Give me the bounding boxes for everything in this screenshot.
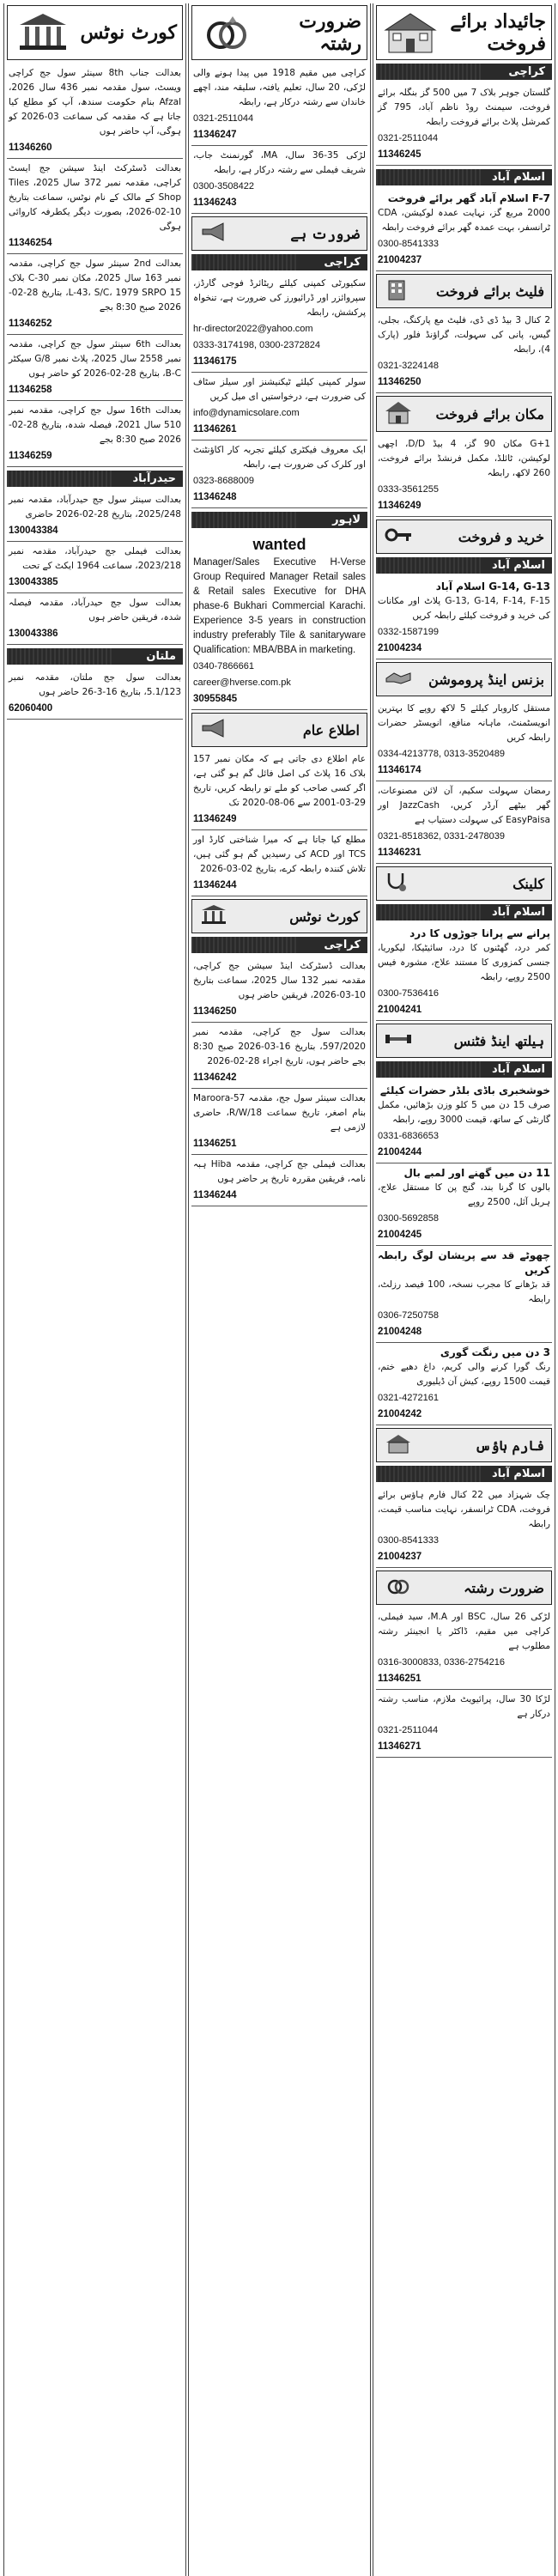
- classified-ad: G-14, G-13 اسلام آباد G-13, G-14, F-14, F-15 پلاٹ اور مکانات کی خرید و فروخت کیلئے رابطہ کریں 0332-1587199 21004234: [376, 577, 552, 659]
- classified-ad: بعدالت سول جج حیدرآباد، مقدمہ فیصلہ شدہ، فریقین حاضر ہوں 130043386: [7, 593, 183, 645]
- column-matrimonial-jobs: [188, 3, 371, 2576]
- classified-ad: بعدالت ڈسٹرکٹ اینڈ سیشن جج ایسٹ کراچی، مقدمہ نمبر 372 سال 2025، Tiles Shop کے مالک کے نام نوٹس، سماعت بتاریخ 10-02-2026، بصورت دیگر یکطرفہ کاروائی ہوگی 11346254: [7, 159, 183, 254]
- subsection-header: ہیلتھ اینڈ فٹنس: [376, 1024, 552, 1058]
- farm-icon: [384, 1432, 413, 1458]
- classified-ad: 2 کنال 3 بیڈ ڈی ڈی، فلیٹ مع پارکنگ، بجلی، گیس، پانی کی سہولت، گراؤنڈ فلور (پارک 4)، رابطہ 0321-3224148 11346250: [376, 311, 552, 393]
- classified-ad: بعدالت سول جج کراچی، مقدمہ نمبر 597/2020، بتاریخ 16-03-2026 صبح 8:30 بجے حاضر ہوں، تاریخ اجراء 28-02-2026 11346242: [191, 1023, 367, 1089]
- classified-ad: بعدالت 16th سول جج کراچی، مقدمہ نمبر 510 سال 2021، فیصلہ شدہ، بتاریخ 28-02-2026 صبح 8:30 بجے 11346259: [7, 401, 183, 467]
- classified-ad: گلستان جوہر بلاک 7 میں 500 گز بنگلہ برائے فروخت، سیمنٹ روڈ ناظم آباد، 795 گز کمرشل پلاٹ برائے فروخت رابطہ 0321-2511044 11346245: [376, 83, 552, 166]
- ad-ref: 21004237: [378, 255, 422, 265]
- section-header-matrimonial: ضرورت رشتہ: [191, 5, 367, 60]
- section-title: جائیداد برائے فروخت: [450, 10, 546, 55]
- city-label: اسلام آباد: [376, 1061, 552, 1078]
- classified-ad: عام اطلاع دی جاتی ہے کہ مکان نمبر 157 بلاک 16 پلاٹ کی اصل فائل گم ہو گئی ہے، اگر کسی صاحب کو ملے تو رابطہ کریں، تاریخ 29-03-2001 سے 06-08-2020 تک 11346249: [191, 750, 367, 830]
- classified-ad: رمضان سہولت سکیم، آن لائن مصنوعات، گھر بیٹھے آرڈر کریں، JazzCash اور EasyPaisa کی سہولت دستیاب ہے 0321-8518362, 0331-2478039 11346231: [376, 781, 552, 864]
- ad-ref: 11346245: [378, 149, 422, 160]
- city-label: حیدرآباد: [7, 471, 183, 487]
- column-court-notices: [3, 3, 186, 2576]
- court-icon: [13, 9, 73, 56]
- court-icon: [199, 903, 228, 929]
- classified-ad: کراچی میں مقیم 1918 میں پیدا ہونے والی لڑکی، 20 سال، تعلیم یافتہ، سلیقہ مند، اچھے خاندان سے رشتہ درکار ہے، رابطہ 0321-2511044 11346247: [191, 64, 367, 146]
- city-label: کراچی: [191, 254, 367, 270]
- subsection-header: فلیٹ برائے فروخت: [376, 274, 552, 308]
- column-property: [373, 3, 555, 2576]
- city-label: اسلام آباد: [376, 904, 552, 920]
- building-icon: [384, 278, 409, 304]
- classified-ad: لڑکا 30 سال، پرائیویٹ ملازم، مناسب رشتہ درکار ہے 0321-2511044 11346271: [376, 1690, 552, 1758]
- section-header-property: [376, 5, 552, 60]
- subsection-header: ضرورت ہے: [191, 216, 367, 251]
- classified-ad: بعدالت فیملی جج کراچی، مقدمہ Hiba ہبہ نامہ، فریقین مقررہ تاریخ پر حاضر ہوں 11346244: [191, 1155, 367, 1206]
- classified-ad: ایک معروف فیکٹری کیلئے تجربہ کار اکاؤنٹنٹ اور کلرک کی ضرورت ہے، رابطہ 0323-8688009 11346248: [191, 440, 367, 508]
- classified-ad: پرانے سے پرانا جوڑوں کا درد کمر درد، گھٹنوں کا درد، سائیٹیکا، لیکوریا، جنسی کمزوری کا مستند علاج، مشورہ فیس 2500 روپے، رابطہ 0300-7536416 21004241: [376, 924, 552, 1021]
- ad-phone: 0321-2511044: [378, 133, 439, 143]
- classified-ad: لڑکی 35-36 سال، MA، گورنمنٹ جاب، شریف فیملی سے رشتہ درکار ہے، رابطہ 0300-3508422 11346243: [191, 146, 367, 214]
- subsection-header: مکان برائے فروخت: [376, 396, 552, 432]
- classified-ad: مستقل کاروبار کیلئے 5 لاکھ روپے کا بہترین انویسٹمنٹ، ماہانہ منافع، انویسٹر حضرات رابطہ کریں 0334-4213778, 0313-3520489 11346174: [376, 699, 552, 781]
- city-label: اسلام آباد: [376, 1466, 552, 1482]
- subsection-header: کورٹ نوٹس: [191, 899, 367, 933]
- subsection-header: فارم ہاؤس: [376, 1428, 552, 1462]
- city-label: کراچی: [376, 64, 552, 80]
- city-label: لاہور: [191, 512, 367, 528]
- subsection-header: خرید و فروخت: [376, 519, 552, 554]
- city-label: ملتان: [7, 648, 183, 665]
- rings-icon: [197, 9, 255, 56]
- handshake-icon: [384, 666, 413, 692]
- key-icon: [384, 524, 413, 550]
- classified-ad: بعدالت جناب 8th سینئر سول جج کراچی ویسٹ، سول مقدمہ نمبر 436 سال 2026، Afzal بنام حکومت سندھ، آپ کو مطلع کیا جاتا ہے کہ مقدمہ کی سماعت 03-2026 کو ہوگی، آپ حاضر ہوں 11346260: [7, 64, 183, 159]
- megaphone-icon: [199, 221, 228, 246]
- classified-ad: چھوٹے قد سے پریشان لوگ رابطہ کریں قد بڑھانے کا مجرب نسخہ، 100 فیصد رزلٹ، رابطہ 0306-7250758 21004248: [376, 1246, 552, 1343]
- classified-ad: بعدالت سینئر سول جج حیدرآباد، مقدمہ نمبر 2025/248، بتاریخ 28-02-2026 حاضری 130043384: [7, 490, 183, 542]
- classified-ad: سکیورٹی کمپنی کیلئے ریٹائرڈ فوجی گارڈز، سپروائزر اور ڈرائیورز کی ضرورت ہے، تنخواہ پرکشش، رابطہ hr-director2022@yahoo.com 0333-3174198, 0300-2372824 11346175: [191, 274, 367, 373]
- classified-ad: بعدالت سینئر سول جج، مقدمہ Maroora-57 بنام اصغر، تاریخ سماعت 18/R/W، حاضری لازمی ہے 11346251: [191, 1089, 367, 1155]
- city-label: کراچی: [191, 937, 367, 953]
- house-icon: [384, 400, 413, 428]
- classified-ad: بعدالت ڈسٹرکٹ اینڈ سیشن جج کراچی، مقدمہ نمبر 132 سال 2025، سماعت بتاریخ 10-03-2026، فریقین حاضر ہوں 11346250: [191, 957, 367, 1023]
- subsection-header: بزنس اینڈ پروموشن: [376, 662, 552, 696]
- city-label: اسلام آباد: [376, 557, 552, 574]
- classified-ad: بعدالت 6th سینئر سول جج کراچی، مقدمہ نمبر 2558 سال 2025، پلاٹ نمبر 8/G سیکٹر B-C، بتاریخ 28-02-2026 کو حاضر ہوں 11346258: [7, 335, 183, 401]
- classified-ad: بعدالت سول جج ملتان، مقدمہ نمبر 5.1/123، بتاریخ 16-3-26 حاضر ہوں 62060400: [7, 668, 183, 720]
- classified-ad: G+1 مکان 90 گز، 4 بیڈ D/D، اچھی لوکیشن، ٹائلڈ، مکمل فرنشڈ برائے فروخت، 260 لاکھ، رابطہ 0333-3561255 11346249: [376, 434, 552, 517]
- stethoscope-icon: [384, 871, 409, 896]
- city-label: اسلام آباد: [376, 169, 552, 185]
- fitness-icon: [384, 1028, 413, 1054]
- classified-ad: مطلع کیا جاتا ہے کہ میرا شناختی کارڈ اور TCS اور ACD کی رسیدیں گم ہو گئی ہیں، تلاش کنندہ رابطہ کرے، بتاریخ 02-03-2026 11346244: [191, 830, 367, 896]
- classified-ad: بعدالت فیملی جج حیدرآباد، مقدمہ نمبر 2023/218، سماعت 1964 ایکٹ کے تحت 130043385: [7, 542, 183, 593]
- classified-ad: 11 دن میں گھنے اور لمبے بال بالوں کا گرنا بند، گنج پن کا مستقل علاج، ہربل آئل، 2500 روپے 0300-5692858 21004245: [376, 1163, 552, 1246]
- classified-ad: F-7 اسلام آباد گھر برائے فروخت 2000 مربع گز، نہایت عمدہ لوکیشن، CDA ٹرانسفر، بہت عمدہ گھر برائے فروخت رابطہ 0300-8541333 21004237: [376, 189, 552, 271]
- classified-ad: بعدالت 2nd سینئر سول جج کراچی، مقدمہ نمبر 163 سال 2025، مکان نمبر C-30 بلاک L-43، S/C، 1979 SRPO 15، بتاریخ 28-02-2026 صبح 8:30 بجے 11346252: [7, 254, 183, 335]
- classified-ad: سولر کمپنی کیلئے ٹیکنیشنز اور سیلز سٹاف کی ضرورت ہے، درخواستیں ای میل کریں info@dynamicsolare.com 11346261: [191, 373, 367, 440]
- subsection-header: اطلاع عام: [191, 713, 367, 747]
- classified-ad: لڑکی 26 سال، BSC اور M.A، سید فیملی، کراچی میں مقیم، ڈاکٹر یا انجینئر رشتہ مطلوب ہے 0316-3000833, 0336-2754216 11346251: [376, 1607, 552, 1690]
- classified-ad: چک شہزاد میں 22 کنال فارم ہاؤس برائے فروخت، CDA ٹرانسفر، نہایت مناسب قیمت، رابطہ 0300-8541333 21004237: [376, 1485, 552, 1568]
- classified-ad: 3 دن میں رنگت گوری رنگ گورا کرنے والی کریم، داغ دھبے ختم، قیمت 1500 روپے، کیش آن ڈیلیوری 0321-4272161 21004242: [376, 1343, 552, 1425]
- classified-ad: خوشخبری باڈی بلڈر حضرات کیلئے صرف 15 دن میں 5 کلو وزن بڑھائیں، مکمل گارنٹی کے ساتھ، قیمت 3000 روپے، رابطہ 0331-6836653 21004244: [376, 1081, 552, 1163]
- rings-icon: [384, 1575, 413, 1601]
- section-header-court: کورٹ نوٹس: [7, 5, 183, 60]
- megaphone-icon: [199, 717, 228, 743]
- ad-phone: 0300-8541333: [378, 239, 439, 249]
- subsection-header: کلینک: [376, 866, 552, 901]
- subsection-header: ضرورت رشتہ: [376, 1571, 552, 1605]
- house-icon: [382, 9, 439, 56]
- classified-ad-english: wanted Manager/Sales Executive H-Verse Group Required Manager Retail sales & Retail sales Executive for DHA phase-6 Bukhari Commercial Karachi. Experience 3-5 years in construction industry preferably Tile & sanitaryware Qualification: MBA/BBA in marketing. 0340-7866661 career@hverse.com.pk 30955845: [191, 532, 367, 710]
